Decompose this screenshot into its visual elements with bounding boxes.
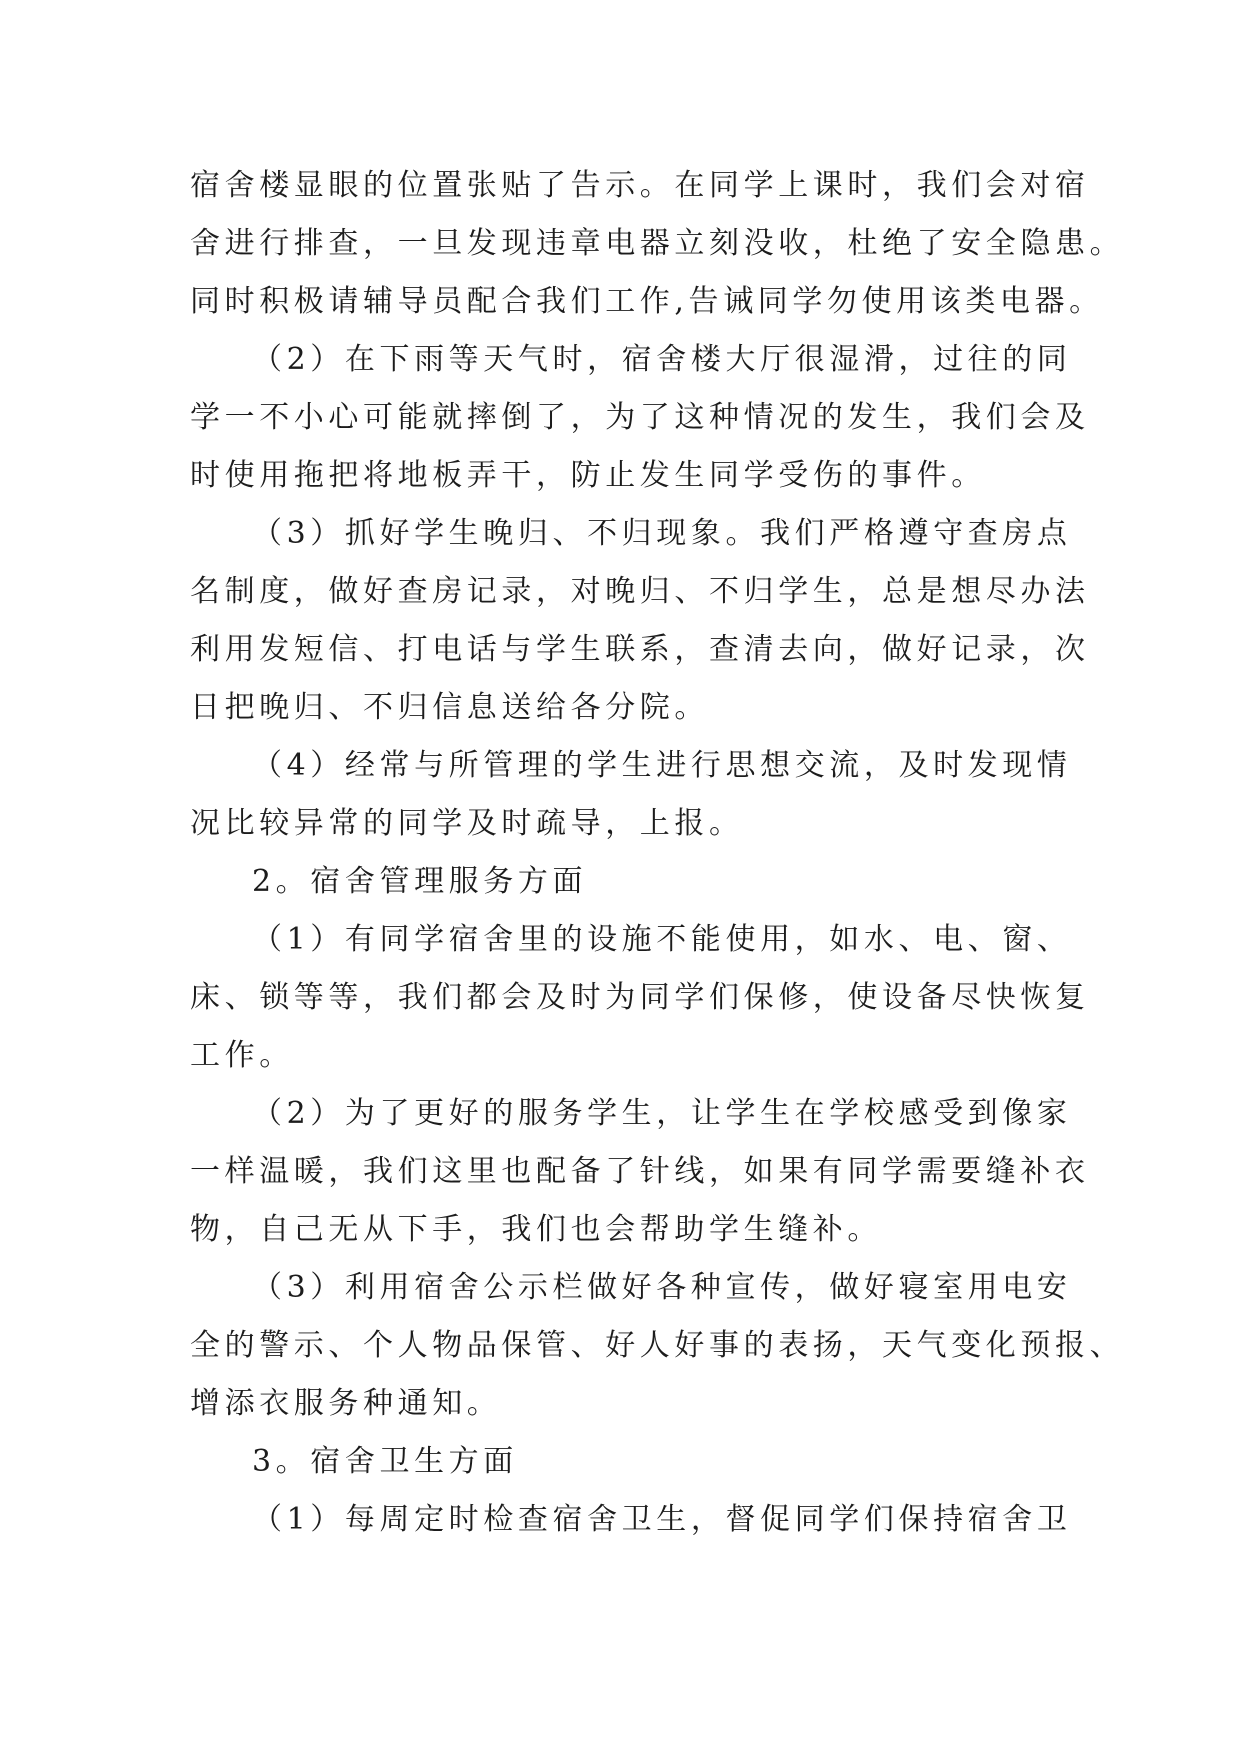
text-line: 名制度，做好查房记录，对晚归、不归学生，总是想尽办法 — [190, 574, 1090, 609]
text-line: 况比较异常的同学及时疏导，上报。 — [190, 806, 744, 841]
paragraph-first-line: （2）为了更好的服务学生，让学生在学校感受到像家 — [252, 1096, 1072, 1131]
text-line: 时使用拖把将地板弄干，防止发生同学受伤的事件。 — [190, 458, 986, 493]
text-line: 学一不小心可能就摔倒了，为了这种情况的发生，我们会及 — [190, 400, 1090, 435]
text-line: 利用发短信、打电话与学生联系，查清去向，做好记录，次 — [190, 632, 1090, 667]
text-line: 一样温暖，我们这里也配备了针线，如果有同学需要缝补衣 — [190, 1154, 1090, 1189]
text-line: 宿舍楼显眼的位置张贴了告示。在同学上课时，我们会对宿 — [190, 168, 1090, 203]
text-line: 增添衣服务种通知。 — [190, 1386, 502, 1421]
text-line: 工作。 — [190, 1038, 294, 1073]
text-line: 物，自己无从下手，我们也会帮助学生缝补。 — [190, 1212, 882, 1247]
paragraph-first-line: （3）抓好学生晚归、不归现象。我们严格遵守查房点 — [252, 516, 1072, 551]
paragraph-first-line: （1）有同学宿舍里的设施不能使用，如水、电、窗、 — [252, 922, 1072, 957]
paragraph-first-line: （3）利用宿舍公示栏做好各种宣传，做好寝室用电安 — [252, 1270, 1072, 1305]
section-heading: 3。宿舍卫生方面 — [252, 1444, 518, 1479]
text-line: 舍进行排查，一旦发现违章电器立刻没收，杜绝了安全隐患。 — [190, 226, 1125, 261]
text-line: 全的警示、个人物品保管、好人好事的表扬，天气变化预报、 — [190, 1328, 1125, 1363]
paragraph-first-line: （4）经常与所管理的学生进行思想交流，及时发现情 — [252, 748, 1072, 783]
text-line: 同时积极请辅导员配合我们工作,告诫同学勿使用该类电器。 — [190, 284, 1104, 319]
text-line: 床、锁等等，我们都会及时为同学们保修，使设备尽快恢复 — [190, 980, 1090, 1015]
section-heading: 2。宿舍管理服务方面 — [252, 864, 588, 899]
paragraph-first-line: （1）每周定时检查宿舍卫生，督促同学们保持宿舍卫 — [252, 1502, 1072, 1537]
paragraph-first-line: （2）在下雨等天气时，宿舍楼大厅很湿滑，过往的同 — [252, 342, 1072, 377]
text-line: 日把晚归、不归信息送给各分院。 — [190, 690, 709, 725]
